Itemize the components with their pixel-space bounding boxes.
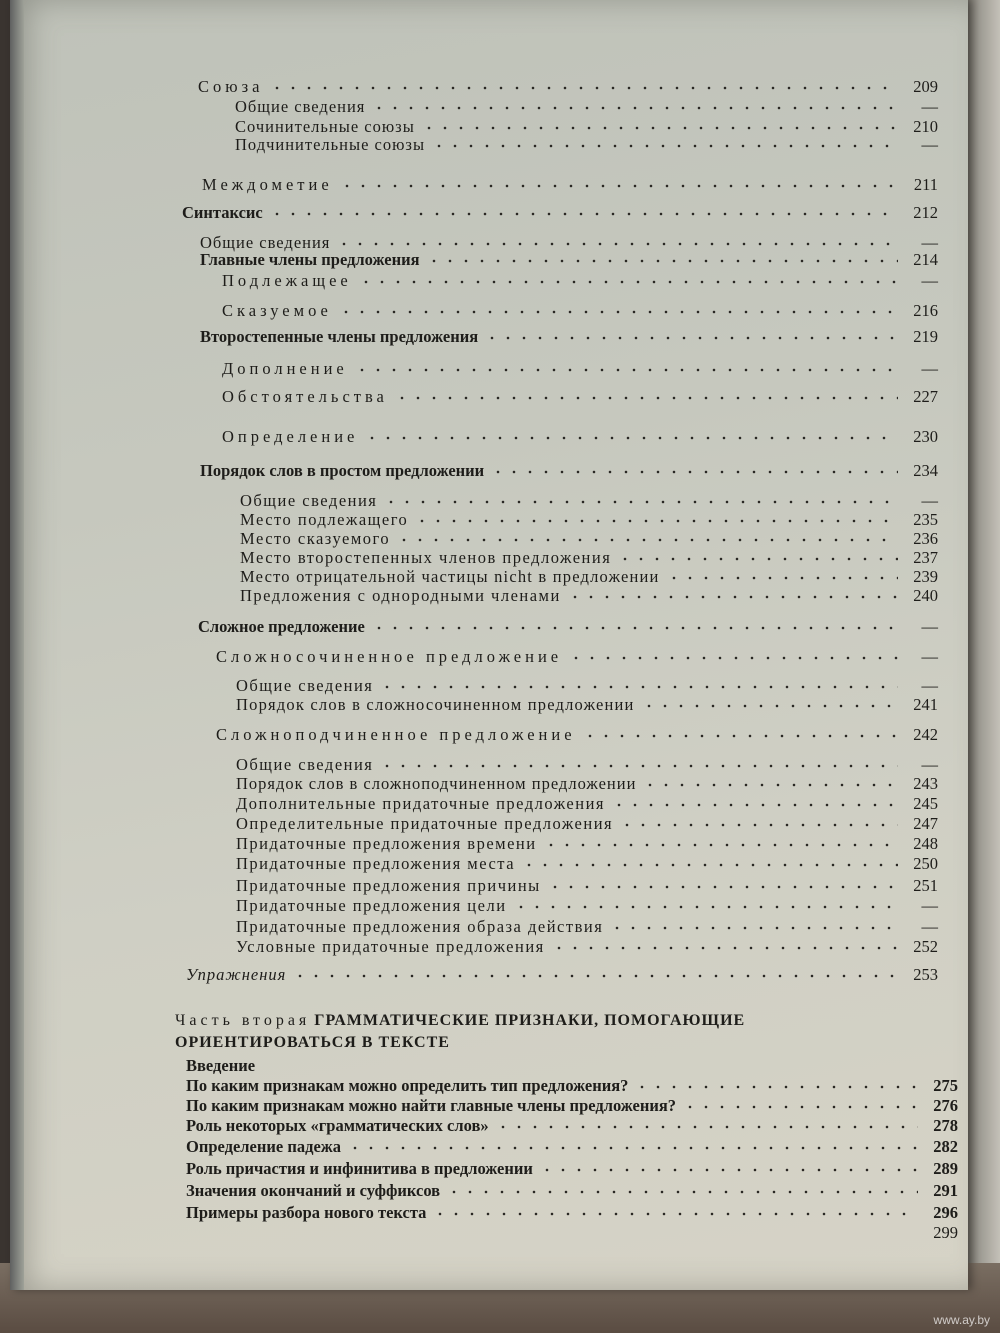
- dot-leader: [383, 500, 898, 504]
- background-surface: [966, 0, 1000, 1333]
- dot-leader: [414, 519, 898, 523]
- toc-entry-page: 282: [933, 1137, 958, 1156]
- toc-entry-page: 250: [913, 854, 938, 873]
- toc-entry-label: Определение падежа: [186, 1137, 341, 1156]
- toc-entry-page: 276: [933, 1096, 958, 1115]
- dot-leader: [432, 1212, 918, 1216]
- toc-entry-page: —: [921, 97, 938, 116]
- toc-entry-label: Общие сведения: [236, 755, 374, 774]
- toc-entry: [186, 1117, 958, 1135]
- toc-entry: [236, 897, 938, 915]
- dot-leader: [609, 926, 898, 930]
- toc-entry-label: Роль некоторых «грамматических слов»: [186, 1116, 489, 1135]
- toc-entry-label: Главные члены предложения: [200, 250, 420, 269]
- toc-entry: [222, 272, 938, 290]
- toc-entry-label: По каким признакам можно найти главные члены предложения?: [186, 1096, 677, 1115]
- toc-entry-page: 241: [913, 695, 938, 714]
- toc-entry-page: —: [921, 359, 938, 378]
- toc-entry: [186, 1077, 958, 1095]
- toc-entry-label: Подлежащее: [222, 271, 352, 290]
- dot-leader: [347, 1146, 918, 1150]
- toc-entry: [236, 795, 938, 813]
- dot-leader: [379, 764, 898, 768]
- toc-entry: [240, 568, 938, 586]
- toc-entry: [236, 877, 938, 895]
- toc-entry-label: Порядок слов в простом предложении: [200, 461, 485, 480]
- toc-entry: [236, 775, 938, 793]
- toc-entry-label: Сложное предложение: [198, 617, 365, 636]
- dot-leader: [426, 259, 898, 263]
- toc-entry-label: Определительные придаточные предложения: [236, 814, 614, 833]
- toc-entry: [186, 1160, 958, 1178]
- dot-leader: [642, 783, 898, 787]
- dot-leader: [339, 184, 898, 188]
- toc-entry-page: 275: [933, 1076, 958, 1095]
- toc-entry-page: 251: [913, 876, 938, 895]
- toc-entry-label: Определение: [222, 427, 359, 446]
- toc-entry-page: —: [921, 491, 938, 510]
- toc-entry: [235, 118, 938, 136]
- toc-entry: [186, 1204, 958, 1222]
- toc-entry-label: Место подлежащего: [240, 510, 409, 529]
- toc-entry: [198, 618, 938, 636]
- toc-entry: [186, 1057, 686, 1075]
- toc-entry-page: 212: [913, 203, 938, 222]
- toc-entry-label: Роль причастия и инфинитива в предложении: [186, 1159, 533, 1178]
- dot-leader: [364, 436, 898, 440]
- toc-entry: [240, 492, 938, 510]
- toc-entry-page: —: [921, 135, 938, 154]
- toc-entry-label: Придаточные предложения места: [236, 854, 516, 873]
- dot-leader: [543, 843, 898, 847]
- dot-leader: [338, 310, 898, 314]
- dot-leader: [682, 1105, 918, 1109]
- dot-leader: [666, 576, 898, 580]
- toc-entry: [236, 835, 938, 853]
- toc-entry: [236, 696, 938, 714]
- toc-entry-label: Подчинительные союзы: [235, 135, 426, 154]
- toc-entry-label: Союза: [198, 77, 264, 96]
- toc-entry-page: 235: [913, 510, 938, 529]
- toc-entry: [222, 302, 938, 320]
- dot-leader: [582, 734, 898, 738]
- dot-leader: [567, 595, 898, 599]
- toc-entry-page: 211: [913, 175, 938, 194]
- toc-entry-page: 214: [913, 250, 938, 269]
- toc-entry: [240, 587, 938, 605]
- dot-leader: [568, 656, 898, 660]
- dot-leader: [371, 106, 898, 110]
- toc-entry-page: —: [921, 896, 938, 915]
- toc-entry-page: 299: [933, 1223, 958, 1242]
- toc-entry-label: Значения окончаний и суффиксов: [186, 1181, 441, 1200]
- toc-entry: [202, 176, 938, 194]
- toc-entry: [236, 855, 938, 873]
- part-two-title: ГРАММАТИЧЕСКИЕ ПРИЗНАКИ, ПОМОГАЮЩИЕ ОРИЕНТИРОВАТЬСЯ В ТЕКСТЕ: [175, 1012, 746, 1051]
- toc-entry: [186, 1182, 958, 1200]
- toc-entry-label: Сочинительные союзы: [235, 117, 415, 136]
- dot-leader: [371, 626, 898, 630]
- dot-leader: [292, 974, 898, 978]
- toc-entry: [200, 328, 938, 346]
- dot-leader: [490, 470, 898, 474]
- toc-entry-label: Общие сведения: [240, 491, 378, 510]
- toc-entry-page: —: [921, 271, 938, 290]
- toc-entry-label: Второстепенные члены предложения: [200, 327, 479, 346]
- dot-leader: [551, 946, 898, 950]
- dot-leader: [269, 212, 898, 216]
- dot-leader: [611, 803, 898, 807]
- table-of-contents: [10, 0, 968, 1290]
- toc-entry-page: —: [921, 917, 938, 936]
- toc-entry: [222, 428, 938, 446]
- dot-leader: [396, 538, 898, 542]
- dot-leader: [619, 823, 898, 827]
- dot-leader: [547, 885, 898, 889]
- toc-entry-page: 289: [933, 1159, 958, 1178]
- toc-entry-page: 216: [913, 301, 938, 320]
- toc-entry-page: 219: [913, 327, 938, 346]
- toc-entry-page: 247: [913, 814, 938, 833]
- toc-entry-label: Придаточные предложения причины: [236, 876, 541, 895]
- toc-entry-page: 253: [913, 965, 938, 984]
- toc-entry-label: Место сказуемого: [240, 529, 391, 548]
- toc-entry-label: Предложения с однородными членами: [240, 586, 561, 605]
- dot-leader: [379, 685, 898, 689]
- toc-entry-page: 236: [913, 529, 938, 548]
- part-two-heading: [175, 1010, 925, 1054]
- toc-entry: [198, 78, 938, 96]
- toc-entry: [186, 1224, 958, 1242]
- toc-entry-page: 227: [913, 387, 938, 406]
- toc-entry: [216, 648, 938, 666]
- toc-entry-page: —: [921, 647, 938, 666]
- toc-entry: [236, 815, 938, 833]
- toc-entry-label: Сказуемое: [222, 301, 332, 320]
- toc-entry: [222, 388, 938, 406]
- toc-entry: [240, 549, 938, 567]
- toc-entry-label: Введение: [186, 1056, 256, 1075]
- toc-entry-label: Придаточные предложения времени: [236, 834, 537, 853]
- toc-entry-page: 252: [913, 937, 938, 956]
- toc-entry: [186, 1097, 958, 1115]
- toc-entry-page: 230: [913, 427, 938, 446]
- toc-entry-page: 234: [913, 461, 938, 480]
- toc-entry-page: 296: [933, 1203, 958, 1222]
- toc-entry-page: 210: [913, 117, 938, 136]
- toc-entry: [186, 966, 938, 984]
- toc-entry-label: Дополнительные придаточные предложения: [236, 794, 606, 813]
- toc-entry: [240, 511, 938, 529]
- toc-entry-label: Общие сведения: [235, 97, 366, 116]
- toc-entry-label: Примеры разбора нового текста: [186, 1203, 427, 1222]
- toc-entry-label: Междометие: [202, 175, 333, 194]
- dot-leader: [336, 242, 898, 246]
- toc-entry-label: Упражнения: [186, 965, 287, 984]
- toc-entry-page: 237: [913, 548, 938, 567]
- toc-entry-page: —: [921, 755, 938, 774]
- dot-leader: [354, 368, 898, 372]
- toc-entry-label: Порядок слов в сложноподчиненном предложении: [236, 774, 637, 793]
- toc-entry-page: —: [921, 233, 938, 252]
- toc-entry-page: 243: [913, 774, 938, 793]
- toc-entry-label: Сложносочиненное предложение: [216, 647, 563, 666]
- toc-entry-page: 248: [913, 834, 938, 853]
- toc-entry-page: 242: [913, 725, 938, 744]
- dot-leader: [539, 1168, 918, 1172]
- dot-leader: [269, 86, 898, 90]
- toc-entry-page: —: [921, 617, 938, 636]
- toc-entry-label: Общие сведения: [236, 676, 374, 695]
- dot-leader: [495, 1125, 918, 1129]
- toc-entry-label: Синтаксис: [182, 203, 263, 222]
- dot-leader: [394, 396, 898, 400]
- toc-entry: [235, 136, 938, 154]
- toc-entry-label: Сложноподчиненное предложение: [216, 725, 576, 744]
- dot-leader: [446, 1190, 918, 1194]
- toc-entry-label: Дополнение: [222, 359, 348, 378]
- dot-leader: [431, 144, 898, 148]
- toc-entry: [236, 918, 938, 936]
- toc-entry-page: 209: [913, 77, 938, 96]
- toc-entry-label: Придаточные предложения цели: [236, 896, 507, 915]
- toc-entry-page: 245: [913, 794, 938, 813]
- toc-entry: [235, 98, 938, 116]
- toc-entry: [222, 360, 938, 378]
- toc-entry: [216, 726, 938, 744]
- toc-entry-label: Придаточные предложения образа действия: [236, 917, 604, 936]
- dot-leader: [358, 280, 898, 284]
- dot-leader: [634, 1085, 918, 1089]
- toc-entry-page: —: [921, 676, 938, 695]
- toc-entry: [236, 938, 938, 956]
- toc-entry-label: Место отрицательной частицы nicht в предложении: [240, 567, 660, 586]
- dot-leader: [484, 336, 898, 340]
- toc-entry-page: 239: [913, 567, 938, 586]
- toc-entry-page: 278: [933, 1116, 958, 1135]
- toc-entry-label: По каким признакам можно определить тип предложения?: [186, 1076, 629, 1095]
- book-page: [10, 0, 968, 1290]
- toc-entry: [236, 756, 938, 774]
- dot-leader: [641, 704, 898, 708]
- toc-entry: [200, 462, 938, 480]
- toc-entry: [240, 530, 938, 548]
- dot-leader: [421, 126, 898, 130]
- toc-entry-label: Обстоятельства: [222, 387, 388, 406]
- dot-leader: [521, 863, 898, 867]
- toc-entry-label: Условные придаточные предложения: [236, 937, 545, 956]
- dot-leader: [513, 905, 898, 909]
- toc-entry-label: Общие сведения: [200, 233, 331, 252]
- toc-entry: [186, 1138, 958, 1156]
- toc-entry-label: Место второстепенных членов предложения: [240, 548, 612, 567]
- part-two-lead: Часть вторая: [175, 1012, 311, 1029]
- toc-entry: [200, 251, 938, 269]
- toc-entry-label: Порядок слов в сложносочиненном предложении: [236, 695, 635, 714]
- dot-leader: [617, 557, 898, 561]
- toc-entry: [182, 204, 938, 222]
- toc-entry: [236, 677, 938, 695]
- toc-entry-page: 291: [933, 1181, 958, 1200]
- watermark: www.ay.by: [933, 1313, 990, 1327]
- toc-entry-page: 240: [913, 586, 938, 605]
